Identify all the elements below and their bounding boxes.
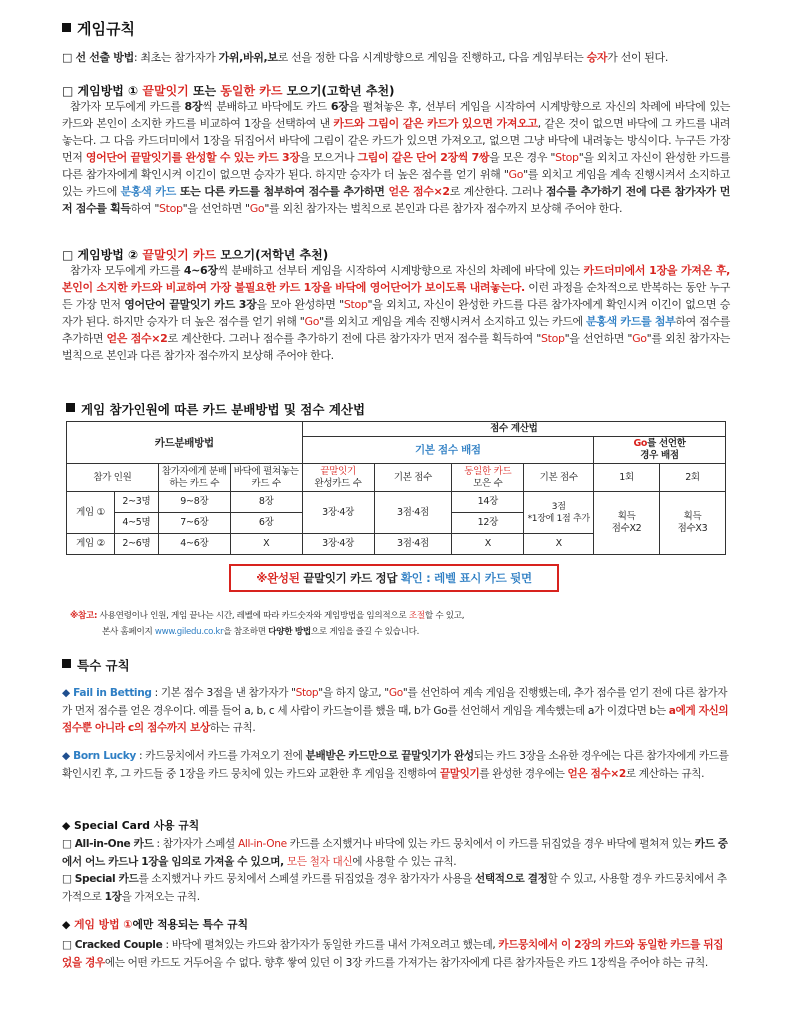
header-base-score: 기본 점수 배점 — [302, 437, 593, 464]
col-players: 참가 인원 — [67, 464, 159, 492]
table-cell: 3점 *1장에 1점 추가 — [524, 492, 594, 534]
diamond-bullet-icon: ◆ — [62, 750, 70, 762]
table-title: 게임 참가인원에 따른 카드 분배방법 및 점수 계산법 — [66, 400, 365, 418]
table-cell: 14장 — [452, 492, 524, 513]
table-cell: 3장·4장 — [302, 534, 374, 555]
col-once: 1회 — [594, 464, 660, 492]
method1-description: 참가자 모두에게 카드를 8장씩 분배하고 바닥에도 카드 6장을 펼쳐놓은 후, 선부터 게임을 시작하여 시계방향으로 자신의 차례에 바닥에 있는 카드와 본인이 소지한 카드를 비교하여 1장을 선택하여 낸 카드와 그림이 같은 카드가 있으면 가져오고, 같은 것이 없으면 바닥에 그 카드를 내려놓는다. 그 다음 카드더미에서 1장을 뒤집어서 바닥에 그림이 같은 카드가 있으면 가져오고, 없으면 그냥 바닥에 내려놓는 방식이다. 누구든 가장 먼저 영어단어 끝말잇기를 완성할 수 있는 카드 3장을 모으거나 그림이 같은 단어 2장씩 7쌍을 모은 경우 "Stop"을 외치고 자신이 완성한 카드를 다른 참가자에게 확인시켜 이긴이 없으면 승자가 된다. 하지만 승자가 더 높은 점수를 얻기 위해 "Go"를 외치고 게임을 계속 진행시켜서 소지하고 있는 카드에 분홍색 카드 또는 다른 카드를 첨부하여 점수를 추가하면 얻은 점수×2로 계산한다. 그러나 점수를 추가하기 전에 다른 참가자가 먼저 점수를 획득하여 "Stop"을 선언하면 "Go"를 외친 참가자는 벌칙으로 본인과 다른 참가자 점수까지 보상해 주어야 한다. — [62, 100, 731, 215]
special-card-heading: ◆ Special Card 사용 규칙 — [62, 819, 200, 832]
table-cell: X — [452, 534, 524, 555]
col-base-score-1: 기본 점수 — [374, 464, 452, 492]
table-cell: 6장 — [230, 513, 302, 534]
header-card-distribution: 카드분배방법 — [67, 422, 303, 464]
col-twice: 2회 — [660, 464, 726, 492]
answer-check-box: ※완성된 끝말잇기 카드 정답 확인 : 레벨 표시 카드 뒷면 — [229, 564, 559, 592]
all-in-one-rule: □ All-in-One 카드 : 참가자가 스페셜 All-in-One 카드를 소지했거나 바닥에 있는 카드 뭉치에서 이 카드를 뒤집었을 경우 바닥에 펼쳐져 있는 카드 중에서 어느 카드나 1장을 임의로 가져올 수 있으며, 모든 철자 대신에 사용할 수 있는 규칙. — [62, 838, 728, 868]
table-cell-once: 획득 점수X2 — [594, 492, 660, 555]
square-bullet-icon — [66, 403, 75, 412]
section-title-special-rules: 특수 규칙 — [62, 656, 130, 674]
score-table — [66, 421, 726, 555]
table-cell: 4~5명 — [114, 513, 158, 534]
section-title-game-rules: 게임규칙 — [62, 18, 135, 39]
reference-note-line1: ※참고: 사용연령이나 인원, 게임 끝나는 시간, 레벨에 따라 카드숫자와 게임방법을 임의적으로 조절할 수 있고, — [70, 611, 465, 621]
diamond-bullet-icon: ◆ — [62, 687, 70, 699]
first-player-rule: □ 선 선출 방법: 최초는 참가자가 가위,바위,보로 선을 정한 다음 시계방향으로 게임을 진행하고, 다음 게임부터는 승자가 선이 된다. — [62, 51, 668, 64]
special-card-rule: □ Special 카드를 소지했거나 카드 뭉치에서 스페셜 카드를 뒤집었을 경우 참가자가 사용을 선택적으로 결정할 수 있고, 사용할 경우 카드뭉치에서 추가적으로 1장을 가져오는 규칙. — [62, 873, 727, 903]
header-go-score: Go를 선언한 경우 배점 — [594, 437, 726, 464]
table-cell: 4~6장 — [158, 534, 230, 555]
square-bullet-icon — [62, 659, 71, 668]
col-chain-cards: 끝말잇기 완성카드 수 — [302, 464, 374, 492]
row-game1-label: 게임 ① — [67, 492, 115, 534]
method2-heading: □ 게임방법 ② 끝말잇기 카드 모으기(저학년 추천) — [62, 248, 329, 262]
table-cell: 3장·4장 — [302, 492, 374, 534]
table-cell: 8장 — [230, 492, 302, 513]
table-cell: 7~6장 — [158, 513, 230, 534]
fail-in-betting-rule: ◆ Fail in Betting : 기본 점수 3점을 낸 참가자가 "Stop"을 하지 않고, "Go"를 선언하여 계속 게임을 진행했는데, 추가 점수를 얻기 전에 다른 참가자가 먼저 점수를 얻은 경우이다. 예를 들어 a, b, c 세 사람이 카드놀이를 했을 때, b가 Go를 선언해서 게임을 계속했는데 a가 이겼다면 b는 a에게 자신의 점수뿐 아니라 c의 점수까지 보상하는 규칙. — [62, 687, 729, 734]
header-score-calculation: 점수 계산법 — [302, 422, 725, 437]
method1-heading: □ 게임방법 ① 끝말잇기 또는 동일한 카드 모으기(고학년 추천) — [62, 84, 395, 98]
square-bullet-icon — [62, 23, 71, 32]
table-cell: 3점·4점 — [374, 534, 452, 555]
method2-description: 참가자 모두에게 카드를 4~6장씩 분배하고 선부터 게임을 시작하여 시계방향으로 자신의 차례에 바닥에 있는 카드더미에서 1장을 가져온 후, 본인이 소지한 카드와 비교하여 가장 불필요한 카드 1장을 바닥에 영어단어가 보이도록 내려놓는다. 이런 과정을 순차적으로 반복하는 동안 누구든 가장 먼저 영어단어 끝말잇기 카드 3장을 모아 완성하면 "Stop"을 외치고, 자신이 완성한 카드를 다른 참가자에게 확인시켜 이긴이 없으면 승자가 된다. 하지만 승자가 더 높은 점수를 얻기 위해 "Go"를 외치고 게임을 계속 진행시켜서 소지하고 있는 카드에 분홍색 카드를 첨부하여 점수를 추가하면 얻은 점수×2로 계산한다. 그러나 점수를 추가하기 전에 다른 참가자가 먼저 점수를 획득하여 "Stop"을 선언하면 "Go"를 외친 참가자는 벌칙으로 본인과 다른 참가자 점수까지 보상해 주어야 한다. — [62, 264, 731, 362]
col-base-score-2: 기본 점수 — [524, 464, 594, 492]
table-cell: 12장 — [452, 513, 524, 534]
table-cell: 9~8장 — [158, 492, 230, 513]
table-cell: 3점·4점 — [374, 492, 452, 534]
col-floor-cards: 바닥에 펼쳐놓는 카드 수 — [230, 464, 302, 492]
col-same-cards: 동일한 카드 모은 수 — [452, 464, 524, 492]
cracked-couple-rule: □ Cracked Couple : 바닥에 펼쳐있는 카드와 참가자가 동일한 카드를 내서 가져오려고 했는데, 카드뭉치에서 이 2장의 카드와 동일한 카드를 뒤집었을 경우에는 어떤 카드도 거두어올 수 없다. 향후 쌓여 있던 이 3장 카드를 가져가는 참가자에게 다른 참가자들은 카드 1장씩을 주어야 하는 규칙. — [62, 939, 724, 969]
homepage-link[interactable]: www.giledu.co.kr — [154, 627, 224, 637]
table-cell: 2~3명 — [114, 492, 158, 513]
reference-note-line2: 본사 홈페이지 www.giledu.co.kr을 참조하면 다양한 방법으로 게임을 즐길 수 있습니다. — [102, 627, 420, 637]
col-cards-per-player: 참가자에게 분배 하는 카드 수 — [158, 464, 230, 492]
table-cell: X — [524, 534, 594, 555]
born-lucky-rule: ◆ Born Lucky : 카드뭉치에서 카드를 가져오기 전에 분배받은 카드만으로 끝말잇기가 완성되는 카드 3장을 소유한 경우에는 다른 참가자에게 카드를 확인시킨 후, 그 카드들 중 1장을 카드 뭉치에 있는 카드와 교환한 후 게임을 진행하여 끝말잇기를 완성한 경우에는 얻은 점수×2로 계산하는 규칙. — [62, 750, 729, 780]
table-cell-twice: 획득 점수X3 — [660, 492, 726, 555]
method1-special-heading: ◆ 게임 방법 ①에만 적용되는 특수 규칙 — [62, 918, 249, 931]
table-cell: 2~6명 — [114, 534, 158, 555]
table-cell: X — [230, 534, 302, 555]
row-game2-label: 게임 ② — [67, 534, 115, 555]
